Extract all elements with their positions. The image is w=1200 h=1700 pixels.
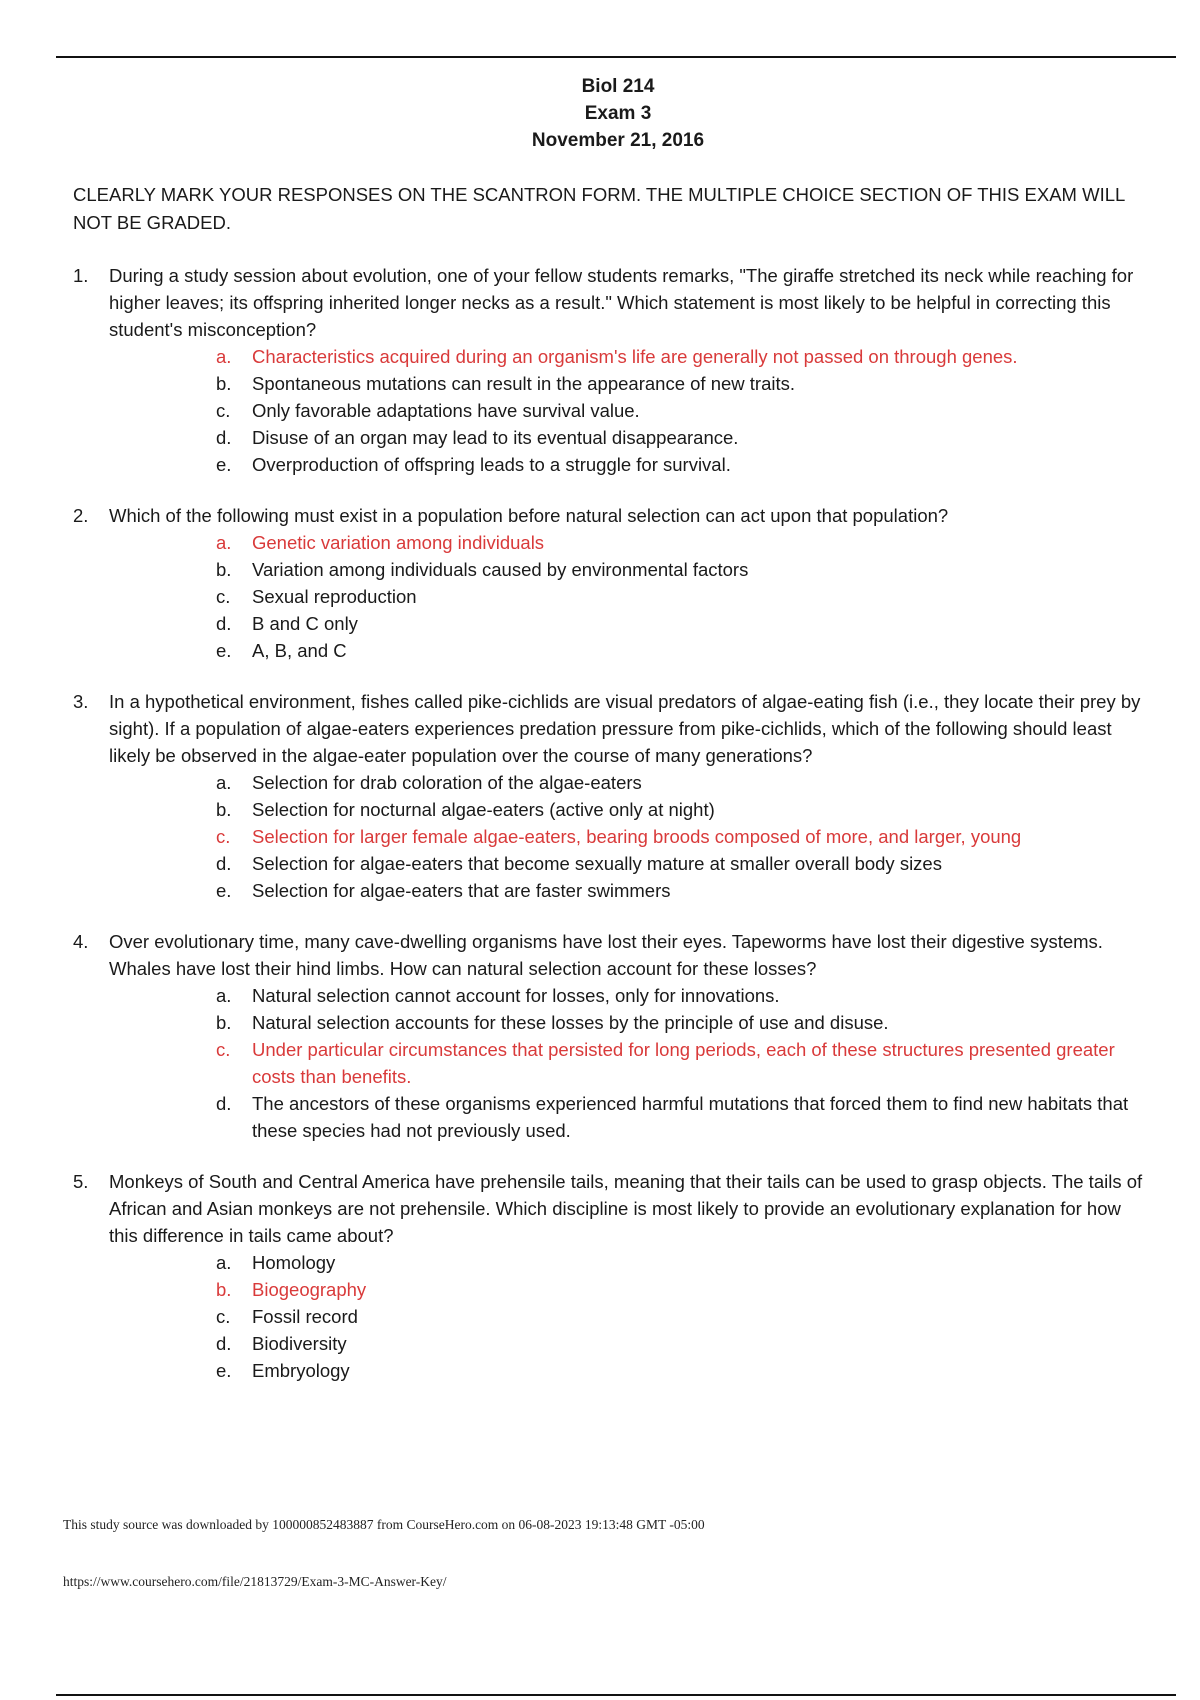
option-letter: b. — [216, 559, 232, 580]
option-letter: d. — [216, 427, 232, 448]
option-letter: e. — [216, 640, 232, 661]
answer-option-correct — [216, 823, 1153, 850]
answer-options — [109, 343, 1153, 478]
exam-instructions: CLEARLY MARK YOUR RESPONSES ON THE SCANTRON FORM. THE MULTIPLE CHOICE SECTION OF THIS EXAM WILL NOT BE GRADED. — [73, 184, 1125, 233]
option-letter: c. — [216, 826, 231, 847]
question-stem: In a hypothetical environment, fishes called pike-cichlids are visual predators of algae-eating fish (i.e., they locate their prey by sight). If a population of algae-eaters experiences predation pressure from pike-cichlids, which of the following should least likely be observed in the algae-eater population over the course of many generations? — [109, 691, 1141, 766]
answer-option — [216, 397, 1153, 424]
answer-option — [216, 1090, 1153, 1144]
question-stem: Over evolutionary time, many cave-dwelling organisms have lost their eyes. Tapeworms have lost their digestive systems. Whales have lost their hind limbs. How can natural selection account for these losses? — [109, 931, 1103, 979]
option-letter: b. — [216, 373, 232, 394]
option-letter: d. — [216, 613, 232, 634]
question-5 — [73, 1168, 1153, 1384]
option-letter: a. — [216, 532, 232, 553]
download-source-note: This study source was downloaded by 100000852483887 from CourseHero.com on 06-08-2023 19:13:48 GMT -05:00 — [63, 1517, 705, 1532]
option-text: The ancestors of these organisms experienced harmful mutations that forced them to find new habitats that these species had not previously used. — [252, 1093, 1129, 1141]
answer-option — [216, 982, 1153, 1009]
option-text: Fossil record — [252, 1306, 358, 1327]
exam-title: Exam 3 — [584, 103, 652, 124]
answer-option-correct — [216, 1036, 1153, 1090]
answer-options — [109, 982, 1153, 1144]
question-1 — [73, 262, 1153, 478]
question-number: 3. — [73, 691, 89, 712]
question-number: 4. — [73, 931, 89, 952]
answer-option — [216, 1303, 1153, 1330]
option-letter: a. — [216, 1252, 232, 1273]
answer-options — [109, 769, 1153, 904]
answer-option — [216, 877, 1153, 904]
answer-options — [109, 1249, 1153, 1384]
answer-option — [216, 424, 1153, 451]
answer-option — [216, 1009, 1153, 1036]
option-letter: d. — [216, 853, 232, 874]
option-letter: b. — [216, 1012, 232, 1033]
answer-option — [216, 451, 1153, 478]
answer-option — [216, 1357, 1153, 1384]
option-text: Selection for algae-eaters that are faster swimmers — [252, 880, 671, 901]
answer-option — [216, 850, 1153, 877]
option-letter: b. — [216, 1279, 232, 1300]
question-list — [73, 262, 1153, 1384]
question-4 — [73, 928, 1153, 1144]
option-text: B and C only — [252, 613, 358, 634]
option-text: Natural selection cannot account for losses, only for innovations. — [252, 985, 780, 1006]
option-text: Genetic variation among individuals — [252, 532, 545, 553]
option-letter: e. — [216, 454, 232, 475]
question-stem: Monkeys of South and Central America have prehensile tails, meaning that their tails can be used to grasp objects. The tails of African and Asian monkeys are not prehensile. Which discipline is most likely to provide an evolutionary explanation for how this difference in tails came about? — [109, 1171, 1143, 1246]
option-text: Selection for nocturnal algae-eaters (active only at night) — [252, 799, 715, 820]
answer-option-correct — [216, 343, 1153, 370]
option-letter: d. — [216, 1333, 232, 1354]
option-letter: c. — [216, 400, 231, 421]
answer-option — [216, 1330, 1153, 1357]
question-stem: During a study session about evolution, one of your fellow students remarks, "The giraffe stretched its neck while reaching for higher leaves; its offspring inherited longer necks as a result." Which statement is most likely to be helpful in correcting this student's misconception? — [109, 265, 1134, 340]
option-text: Homology — [252, 1252, 336, 1273]
question-stem: Which of the following must exist in a population before natural selection can act upon that population? — [109, 505, 949, 526]
option-text: Under particular circumstances that persisted for long periods, each of these structures presented greater costs than benefits. — [252, 1039, 1115, 1087]
option-text: Variation among individuals caused by environmental factors — [252, 559, 749, 580]
answer-option — [216, 1249, 1153, 1276]
option-text: Overproduction of offspring leads to a struggle for survival. — [252, 454, 731, 475]
question-number: 1. — [73, 265, 89, 286]
option-letter: a. — [216, 772, 232, 793]
option-letter: c. — [216, 1039, 231, 1060]
option-letter: e. — [216, 880, 232, 901]
option-letter: d. — [216, 1093, 232, 1114]
option-letter: a. — [216, 346, 232, 367]
source-url[interactable]: https://www.coursehero.com/file/21813729/Exam-3-MC-Answer-Key/ — [63, 1574, 447, 1589]
option-letter: c. — [216, 586, 231, 607]
exam-date: November 21, 2016 — [531, 130, 705, 151]
answer-option — [216, 796, 1153, 823]
question-number: 2. — [73, 505, 89, 526]
option-text: A, B, and C — [252, 640, 347, 661]
top-divider — [56, 56, 1176, 58]
option-text: Disuse of an organ may lead to its eventual disappearance. — [252, 427, 739, 448]
option-text: Selection for larger female algae-eaters, bearing broods composed of more, and larger, young — [252, 826, 1022, 847]
question-3 — [73, 688, 1153, 904]
question-number: 5. — [73, 1171, 89, 1192]
option-text: Biogeography — [252, 1279, 367, 1300]
option-text: Natural selection accounts for these losses by the principle of use and disuse. — [252, 1012, 889, 1033]
option-text: Selection for drab coloration of the algae-eaters — [252, 772, 642, 793]
answer-option — [216, 370, 1153, 397]
answer-option — [216, 556, 1153, 583]
question-2 — [73, 502, 1153, 664]
answer-options — [109, 529, 1153, 664]
option-text: Characteristics acquired during an organism's life are generally not passed on through genes. — [252, 346, 1018, 367]
option-text: Sexual reproduction — [252, 586, 417, 607]
option-letter: c. — [216, 1306, 231, 1327]
answer-option — [216, 637, 1153, 664]
answer-option-correct — [216, 1276, 1153, 1303]
exam-header — [0, 73, 1200, 154]
option-text: Spontaneous mutations can result in the appearance of new traits. — [252, 373, 796, 394]
option-text: Only favorable adaptations have survival value. — [252, 400, 640, 421]
option-text: Embryology — [252, 1360, 350, 1381]
course-title: Biol 214 — [581, 76, 655, 97]
answer-option — [216, 583, 1153, 610]
option-text: Selection for algae-eaters that become sexually mature at smaller overall body sizes — [252, 853, 942, 874]
option-text: Biodiversity — [252, 1333, 347, 1354]
answer-option — [216, 610, 1153, 637]
option-letter: e. — [216, 1360, 232, 1381]
answer-option-correct — [216, 529, 1153, 556]
option-letter: b. — [216, 799, 232, 820]
bottom-divider — [56, 1694, 1176, 1696]
option-letter: a. — [216, 985, 232, 1006]
answer-option — [216, 769, 1153, 796]
